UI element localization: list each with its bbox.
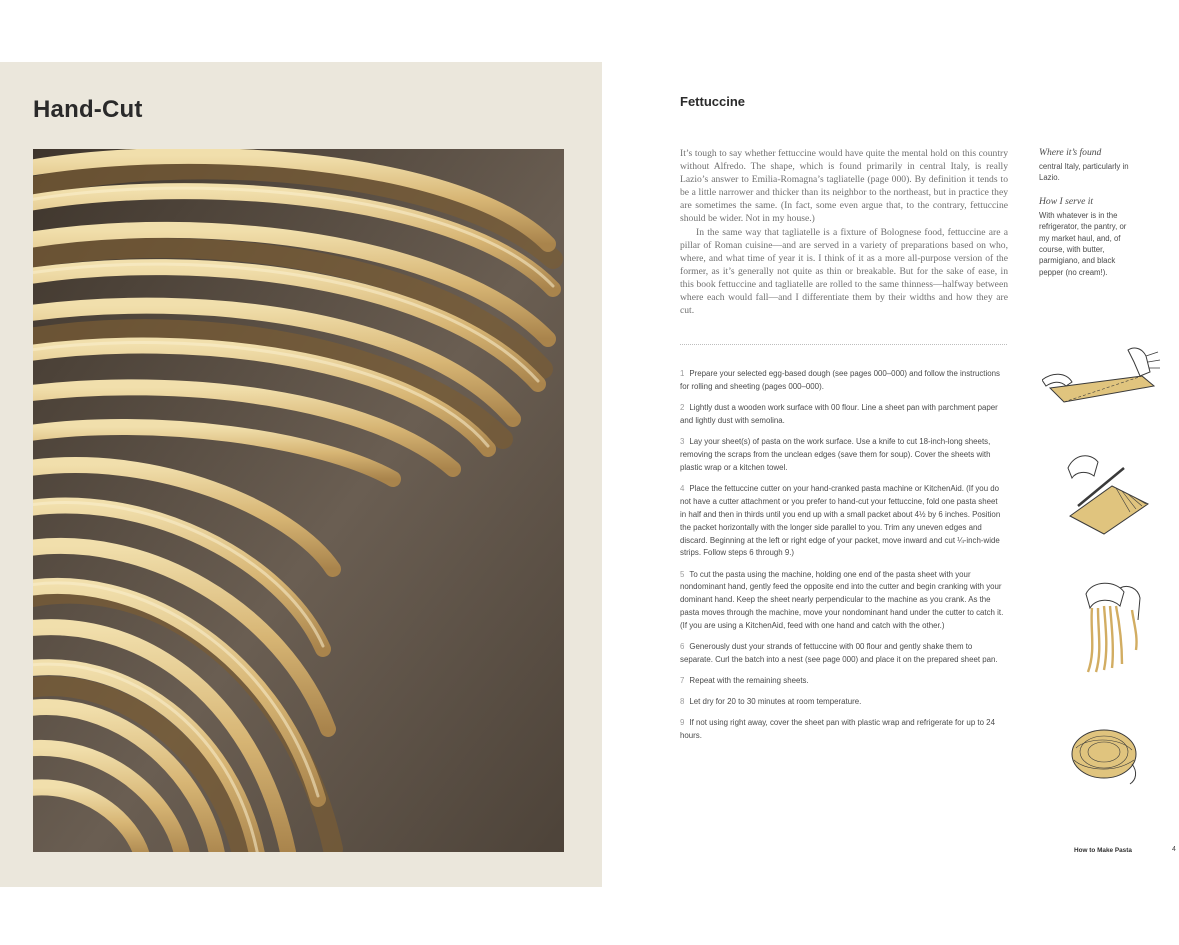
step-text: Let dry for 20 to 30 minutes at room temperature. (689, 697, 862, 707)
step-text: Place the fettuccine cutter on your hand-cranked pasta machine or KitchenAid. (If you do not have a cutter attachment or you prefer to hand-cut your fettuccine, fold one pasta sheet in half and then in thirds until you end up with a small packet about 4½ by 6 inches. Position the packet horizontally with the longer side parallel to you. Trim any uneven edges and discard. Beginning at the left or right edge of your packet, move inward and cut ¼-inch-wide strips. Follow steps 6 through 9.) (680, 483, 1001, 558)
step-number: 7 (680, 676, 685, 686)
step-text: Lay your sheet(s) of pasta on the work surface. Use a knife to cut 18-inch-long sheets, removing the scraps from the unclean edges (save them for soup). Cover the sheets with plastic wrap or a kitchen towel. (680, 437, 991, 472)
step-text: Lightly dust a wooden work surface with 00 flour. Line a sheet pan with parchment paper and lightly dust with semolina. (680, 403, 998, 425)
step-item (680, 402, 1005, 428)
step-number: 3 (680, 437, 685, 446)
intro-paragraph: In the same way that tagliatelle is a fixture of Bolognese food, fettuccine are a pillar of Roman cuisine—and are served in a variety of preparations based on who, where, and what time of year it is. I think of it as a more all-purpose version of the former, as it’s generally not quite as thin or breakable. But for the sake of ease, in this book fettuccine and tagliatelle are rolled to the same thinness—halfway between where each would fall—and I differentiate them by their widths and how they are cut. (680, 226, 1008, 317)
page-number: 4 (1172, 846, 1176, 853)
cutting-strips-illustration (1064, 446, 1154, 536)
step-number: 9 (680, 718, 685, 728)
step-item (680, 368, 1005, 394)
divider (680, 344, 1007, 345)
serve-heading: How I serve it (1039, 195, 1094, 207)
step-number: 8 (680, 697, 685, 707)
step-text: Repeat with the remaining sheets. (689, 676, 809, 686)
step-number: 1 (680, 369, 685, 378)
step-text: To cut the pasta using the machine, holding one end of the pasta sheet with your nondominant hand, gently feed the opposite end into the cutter and begin cranking with your dominant hand. Keep the sheet nearly perpendicular to the machine as you crank. As the pasta moves through the machine, move your nondominant hand under the cutter to catch it. (If you are using a KitchenAid, feed with one hand and catch with the other.) (680, 569, 1004, 631)
step-item (680, 436, 1005, 475)
intro-paragraph: It’s tough to say whether fettuccine would have quite the mental hold on this country without Alfredo. The shape, which is found primarily in central Italy, is really Lazio’s answer to Emilia-Romagna’s tagliatelle (page 000). By definition it tends to be a little narrower and thicker than its neighbor to the northeast, but in practice they are sometimes the same. (In fact, some even argue that, to the contrary, fettuccine should be wider. Not in my house.) (680, 148, 1008, 225)
step-item (680, 675, 1005, 688)
step-item (680, 717, 1005, 743)
right-page (602, 0, 1179, 945)
step-item (680, 483, 1005, 560)
step-text: If not using right away, cover the sheet pan with plastic wrap and refrigerate for up to 24 hours. (680, 718, 995, 741)
recipe-title: Fettuccine (680, 94, 746, 109)
step-number: 2 (680, 403, 685, 412)
step-item (680, 569, 1005, 634)
folding-sheet-illustration (1042, 342, 1162, 412)
step-text: Prepare your selected egg-based dough (see pages 000–000) and follow the instructions for rolling and sheeting (pages 000–000). (680, 369, 1000, 391)
where-heading: Where it’s found (1039, 147, 1102, 158)
sidebar-notes (1039, 147, 1135, 290)
step-number: 4 (680, 483, 685, 493)
fettuccine-nests-photo (33, 149, 564, 852)
shaking-strands-illustration (1072, 580, 1152, 675)
intro-text (680, 147, 1008, 317)
photo-image (33, 149, 564, 852)
footer-book-title: How to Make Pasta (1074, 847, 1132, 854)
pasta-nest-illustration (1064, 720, 1144, 790)
step-text: Generously dust your strands of fettuccine with 00 flour and gently shake them to separate. Curl the batch into a nest (see page 000) and place it on the prepared sheet pan. (680, 642, 998, 665)
serve-text: With whatever is in the refrigerator, the pantry, or my market haul, and, of course, with butter, parmigiano, and black pepper (no cream!). (1039, 210, 1127, 277)
step-number: 5 (680, 569, 685, 579)
step-item (680, 696, 1005, 709)
step-item (680, 641, 1005, 667)
steps-list (680, 368, 1005, 751)
section-title: Hand-Cut (33, 96, 143, 123)
left-page (0, 62, 602, 887)
where-text: central Italy, particularly in Lazio. (1039, 162, 1129, 183)
step-number: 6 (680, 642, 685, 652)
